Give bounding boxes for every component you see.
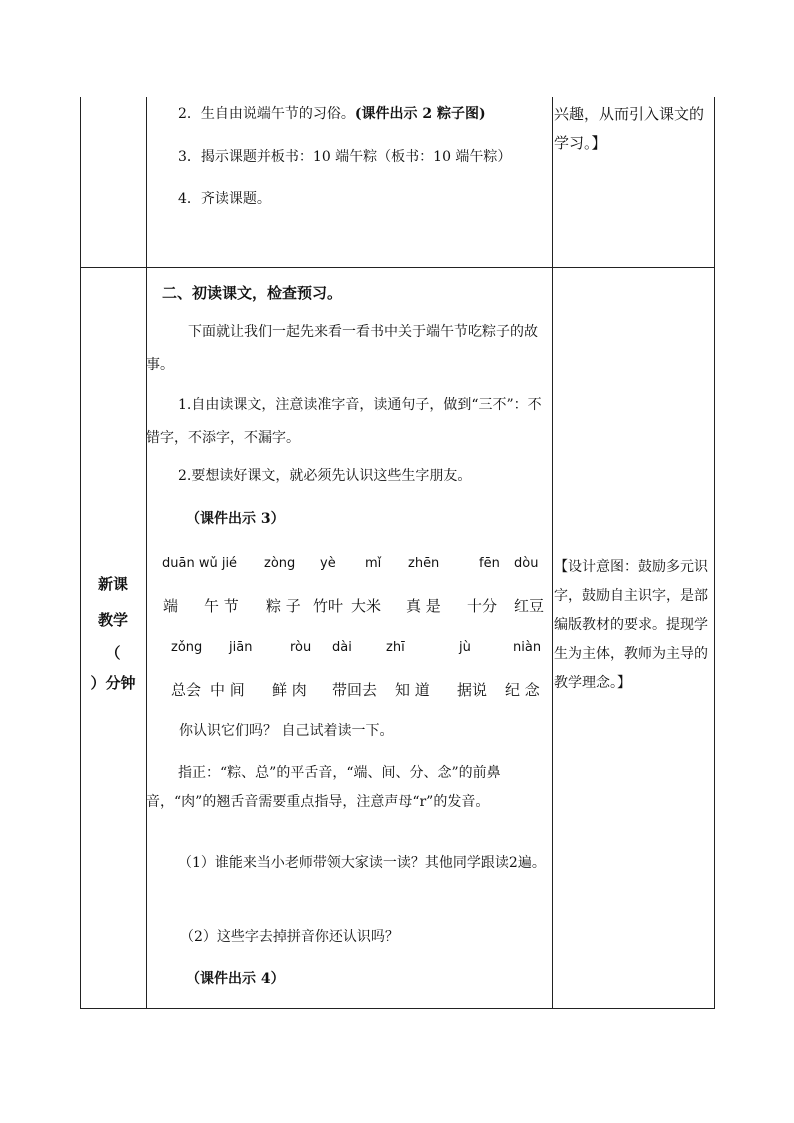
pinyin-ju: jù xyxy=(459,640,471,655)
pinyin-ye: yè xyxy=(320,556,336,571)
step-4-text: 4．齐读课题。 xyxy=(178,191,271,207)
item-2-text: 2.要想读好课文，就必须先认识这些生字朋友。 xyxy=(178,468,472,484)
section-label-line-3: （ xyxy=(105,644,121,662)
hanzi-wu-jie: 午 节 xyxy=(204,597,239,615)
note-top-line-1: 兴趣，从而引入课文的 xyxy=(554,105,705,123)
pinyin-rou: ròu xyxy=(290,640,312,655)
q2-text: （2）这些字去掉拼音你还认识吗？ xyxy=(180,929,399,945)
pinyin-mi: mǐ xyxy=(365,556,382,571)
section-label-line-4: ）分钟 xyxy=(90,674,136,692)
pinyin-nian: niàn xyxy=(513,640,542,655)
pinyin-duan-wu-jie: duān wǔ jié xyxy=(162,556,238,571)
step-2-slide: (课件出示 2 粽子图) xyxy=(354,106,486,122)
table-divider-2 xyxy=(552,97,553,1009)
step-3-text: 3．揭示课题并板书：10 端午粽（板书：10 端午粽） xyxy=(178,149,512,165)
q1-text: （1）谁能来当小老师带领大家读一读？其他同学跟读2遍。 xyxy=(178,855,546,871)
hanzi-ji-nian: 纪 念 xyxy=(505,681,540,699)
pinyin-zong-2: zǒng xyxy=(171,640,203,655)
pinyin-zhi: zhī xyxy=(386,640,405,655)
hanzi-dai-hui-qu: 带回去 xyxy=(332,681,378,699)
design-intent-note: 【设计意图：鼓励多元识字，鼓励自主识字，是部编版教材的要求。提现学生为主体，教师为主导的教学理念。】 xyxy=(554,559,708,691)
hanzi-zong-zi: 粽 子 xyxy=(266,597,301,615)
slide-3-label: （课件出示 3） xyxy=(186,511,285,527)
question-text: 你认识它们吗？ 自己试着读一下。 xyxy=(179,723,394,739)
hanzi-zhong-jian: 中 间 xyxy=(210,681,245,699)
step-2-prefix: 2．生自由说端午节的习俗。 xyxy=(178,106,355,122)
table-border-left xyxy=(80,97,81,1009)
hanzi-da-mi: 大米 xyxy=(351,597,382,615)
item-1-text: 1.自由读课文，注意读准字音，读通句子，做到“三不”：不错字，不添字，不漏字。 xyxy=(146,397,542,446)
pinyin-dai: dài xyxy=(332,640,352,655)
pinyin-dou: dòu xyxy=(514,556,539,571)
pinyin-zhen: zhēn xyxy=(408,556,440,571)
hanzi-ju-shuo: 据说 xyxy=(457,681,488,699)
q1-paragraph xyxy=(146,849,550,878)
section-label-line-1: 新课 xyxy=(97,575,128,593)
hanzi-zong-hui: 总会 xyxy=(171,681,202,699)
hanzi-shi-fen: 十分 xyxy=(467,597,498,615)
pinyin-zong: zòng xyxy=(264,556,296,571)
hanzi-zhi-dao: 知 道 xyxy=(395,681,430,699)
pinyin-fen: fēn xyxy=(479,556,500,571)
table-border-bottom xyxy=(80,1008,715,1009)
hanzi-xian-rou: 鲜 肉 xyxy=(272,681,307,699)
section-label-line-2: 教学 xyxy=(97,611,128,629)
intro-paragraph xyxy=(146,316,550,382)
correction-text: 指正：“粽、总”的平舌音，“端、间、分、念”的前鼻音，“肉”的翘舌音需要重点指导，注意声母“r”的发音。 xyxy=(146,765,501,810)
hanzi-zhu-ye: 竹叶 xyxy=(313,597,344,615)
table-row-separator xyxy=(80,267,715,268)
section-heading: 二、初读课文，检查预习。 xyxy=(162,284,343,302)
correction-paragraph xyxy=(146,759,550,817)
item-1-paragraph xyxy=(146,389,550,455)
intro-text: 下面就让我们一起先来看一看书中关于端午节吃粽子的故事。 xyxy=(146,324,538,373)
note-top-line-2: 学习。】 xyxy=(554,134,607,152)
hanzi-duan: 端 xyxy=(163,597,179,615)
hanzi-hong-dou: 红豆 xyxy=(514,597,545,615)
slide-4-label: （课件出示 4） xyxy=(186,971,285,987)
step-2-text xyxy=(178,104,486,124)
hanzi-zhen-shi: 真 是 xyxy=(406,597,441,615)
pinyin-jian: jiān xyxy=(229,640,253,655)
